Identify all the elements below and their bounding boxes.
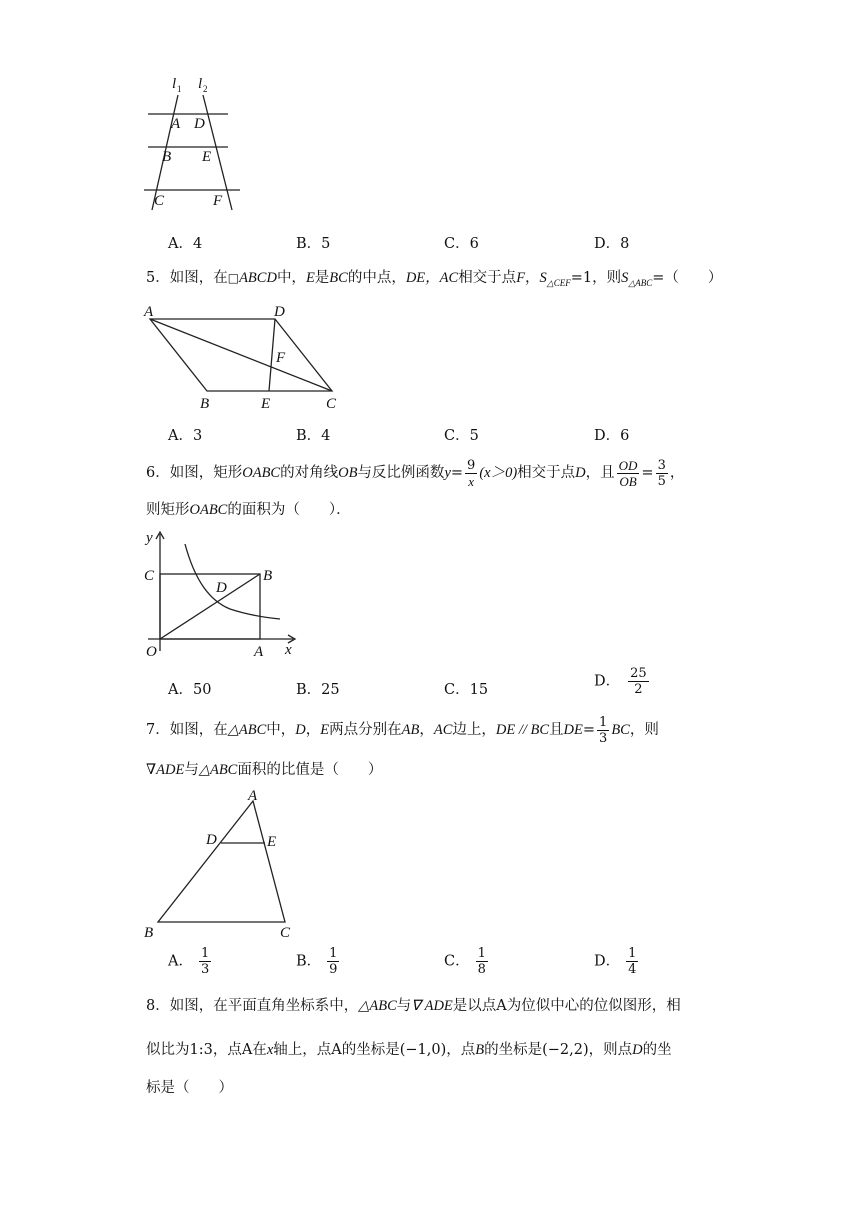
q8-question-line3: 标是（ ） (146, 1080, 233, 1096)
q4-option-c[interactable]: C．6 (444, 236, 479, 252)
q7-figure (140, 786, 300, 942)
q5-label-E: E (261, 396, 271, 412)
q4-label-l2-sub: 2 (203, 84, 208, 94)
q4-figure (140, 70, 250, 220)
q7-label-A: A (248, 788, 258, 804)
q6-label-A: A (254, 644, 264, 660)
q5-label-D: D (274, 304, 285, 320)
q7-label-B: B (144, 925, 154, 941)
q7-triangle-abc (158, 801, 285, 922)
q8-question-line2: 似比为1:3，点A在x轴上，点A的坐标是(−1,0)，点B的坐标是(−2,2)，则点D的坐 (146, 1042, 672, 1058)
q6-diagonal-ob (160, 574, 260, 639)
q6-label-y: y (146, 530, 153, 546)
q5-segment-de (269, 319, 275, 391)
q7-label-D: D (206, 832, 217, 848)
q6-question-line2: 则矩形OABC的面积为（ ）． (146, 502, 351, 518)
q5-label-F: F (276, 350, 286, 366)
q5-option-b[interactable]: B．4 (296, 428, 331, 444)
q7-option-d[interactable]: D． $\frac{1}{4}$ (594, 946, 637, 977)
q8-question-line1: 8．如图，在平面直角坐标系中，△ABC与∇ ADE是以点A为位似中心的位似图形，相 (146, 998, 681, 1014)
q6-label-x: x (285, 642, 292, 658)
q7-label-C: C (280, 925, 291, 941)
q4-option-a[interactable]: A．4 (168, 236, 203, 252)
q6-option-b[interactable]: B．25 (296, 682, 340, 698)
q6-option-d[interactable]: D． $\frac{25}{2}$ (594, 666, 647, 697)
q6-option-a[interactable]: A．50 (168, 682, 212, 698)
q4-label-D: D (194, 116, 205, 132)
q5-option-d[interactable]: D．6 (594, 428, 630, 444)
q4-label-l1: l (172, 76, 177, 92)
q6-label-O: O (146, 644, 157, 660)
q4-option-b[interactable]: B．5 (296, 236, 331, 252)
q6-question-line1: 6．如图，矩形OABC的对角线OB与反比例函数y= $\frac{9}{x}$ (x＞0)相交于点D，且 $\frac{OD}{OB}$ = $\frac{3}{5}$ ， (146, 457, 685, 489)
q6-option-c[interactable]: C．15 (444, 682, 489, 698)
q7-option-a[interactable]: A． $\frac{1}{3}$ (168, 946, 210, 977)
q5-question-text: 5．如图，在□ABCD中，E是BC的中点，DE，AC相交于点F，$S_{\triangle CEF}=1$，则$S_{\triangle ABC}=$（ ） (146, 270, 723, 288)
q5-option-c[interactable]: C．5 (444, 428, 479, 444)
q4-label-A: A (171, 116, 181, 132)
q5-option-a[interactable]: A．3 (168, 428, 203, 444)
q6-label-D: D (216, 580, 227, 596)
q5-label-B: B (200, 396, 210, 412)
q7-question-line1: 7．如图，在△ABC中，D，E两点分别在AB，AC边上，DE // BC且DE= $\frac{1}{3}$ BC，则 (146, 714, 659, 746)
q7-label-E: E (267, 834, 277, 850)
q4-label-C: C (154, 193, 165, 209)
q5-diagonal-ac (150, 319, 332, 391)
q7-option-c[interactable]: C． $\frac{1}{8}$ (444, 946, 486, 977)
q4-label-l2: l (198, 76, 203, 92)
q7-option-b[interactable]: B． $\frac{1}{9}$ (296, 946, 338, 977)
q5-figure (140, 300, 350, 415)
q4-label-B: B (162, 149, 172, 165)
q4-label-F: F (213, 193, 223, 209)
q6-label-C: C (144, 568, 155, 584)
q6-label-B: B (263, 568, 273, 584)
q4-label-E: E (202, 149, 212, 165)
q6-figure (140, 526, 310, 661)
q5-label-A: A (144, 304, 154, 320)
q4-label-l1-sub: 1 (177, 84, 182, 94)
q5-label-C: C (326, 396, 337, 412)
q4-option-d[interactable]: D．8 (594, 236, 630, 252)
q7-question-line2: ∇ADE与△ABC面积的比值是（ ） (146, 762, 383, 778)
